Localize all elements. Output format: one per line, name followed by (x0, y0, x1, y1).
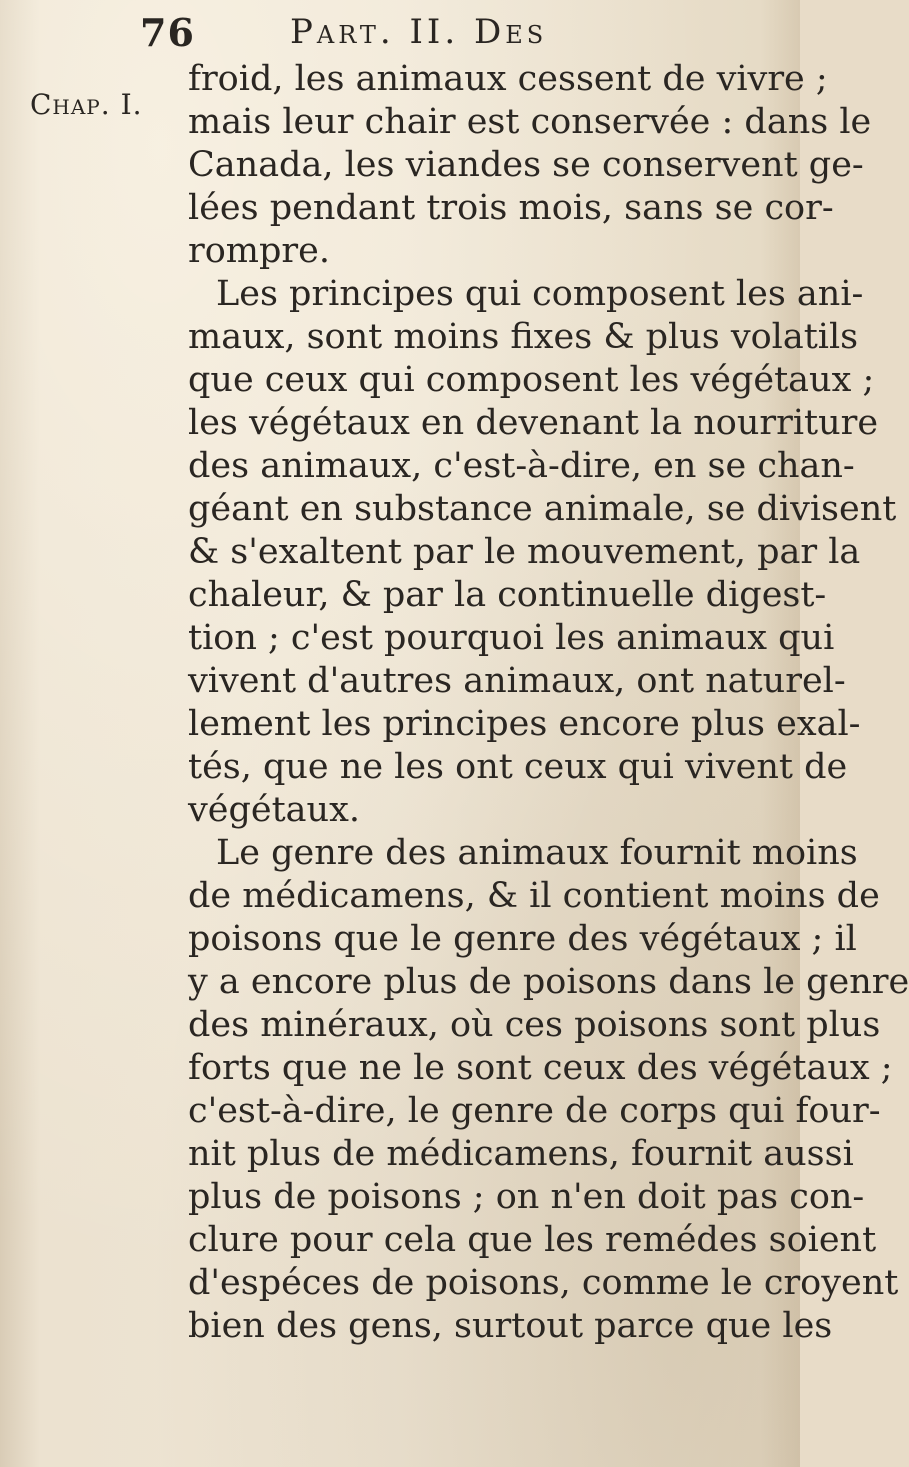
text-line: lement les principes encore plus exal- (188, 704, 861, 744)
text-line: bien des gens, surtout parce que les (188, 1306, 833, 1346)
text-line: Canada, les viandes se conservent ge- (188, 145, 864, 185)
text-line: vivent d'autres animaux, ont naturel- (188, 661, 846, 701)
text-line: végétaux. (188, 790, 360, 830)
text-line: clure pour cela que les remédes soient (188, 1220, 877, 1260)
text-line: maux, sont moins fixes & plus volatils (188, 317, 859, 357)
page-number: 76 (140, 10, 195, 55)
page-header (140, 8, 660, 58)
text-line: des animaux, c'est-à-dire, en se chan- (188, 446, 855, 486)
text-line: poisons que le genre des végétaux ; il (188, 919, 857, 959)
text-line: nit plus de médicamens, fournit aussi (188, 1134, 854, 1174)
text-line: de médicamens, & il contient moins de (188, 876, 880, 916)
text-line: mais leur chair est conservée : dans le (188, 102, 872, 142)
text-line: chaleur, & par la continuelle digest- (188, 575, 827, 615)
text-line: que ceux qui composent les végétaux ; (188, 360, 875, 400)
text-line: lées pendant trois mois, sans se cor- (188, 188, 834, 228)
chapter-label: Chap. I. (30, 88, 143, 121)
body-text (188, 58, 909, 1348)
text-line-paragraph-start: Le genre des animaux fournit moins (216, 833, 858, 873)
text-line: forts que ne le sont ceux des végétaux ; (188, 1048, 893, 1088)
text-line: des minéraux, où ces poisons sont plus (188, 1005, 881, 1045)
text-line: froid, les animaux cessent de vivre ; (188, 59, 828, 99)
text-line: les végétaux en devenant la nourriture (188, 403, 879, 443)
text-line: rompre. (188, 231, 330, 271)
text-line: tés, que ne les ont ceux qui vivent de (188, 747, 848, 787)
text-line: d'espéces de poisons, comme le croyent (188, 1263, 899, 1303)
text-line-paragraph-start: Les principes qui composent les ani- (216, 274, 864, 314)
running-head: Part. II. Des (290, 12, 548, 52)
text-line: géant en substance animale, se divisent (188, 489, 897, 529)
text-line: tion ; c'est pourquoi les animaux qui (188, 618, 835, 658)
text-line: y a encore plus de poisons dans le genre (188, 962, 909, 1002)
text-line: & s'exaltent par le mouvement, par la (188, 532, 861, 572)
text-line: c'est-à-dire, le genre de corps qui four- (188, 1091, 881, 1131)
text-line: plus de poisons ; on n'en doit pas con- (188, 1177, 865, 1217)
